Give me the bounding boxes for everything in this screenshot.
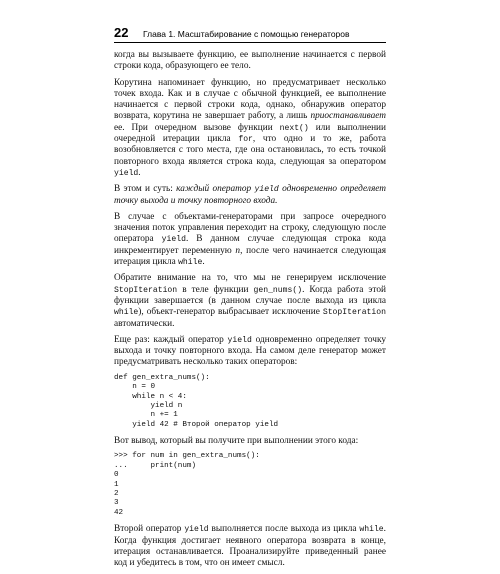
code-block-output: >>> for num in gen_extra_nums(): ... print(num) 0 1 2 3 42 [114,452,260,517]
inline-code: yield [254,185,279,195]
text: . [138,167,141,178]
inline-code: StopIteration [322,308,386,318]
paragraph-2 [114,78,386,180]
text: В этом и суть: [114,184,177,195]
text: , что одно и то же, работа возобновляется с того места, где она остановилась, то есть точкой повторного входа является строка кода, следующая за оператором [114,134,386,167]
paragraph-6 [114,335,386,369]
text: автоматически. [114,318,175,329]
text: Обратите внимание на то, что мы не генерируем исключение [114,273,386,284]
code-block-gen-extra-nums: def gen_extra_nums(): n = 0 while n < 4: yield n n += 1 yield 42 # Второй оператор yield [114,373,279,429]
text: Корутина напоминает функцию, но предусматривает несколько точек входа. Как и в случае с обычной функцией, ее выполнение начинается с первой строки кода, однако, обнаружив оператор возврата, корутина не завершает работу, а лишь [114,77,386,122]
text: . Когда функция достигает неявного оператора возврата в конце, итерация останавливается. Проанализируйте приведенный ранее код и убедитесь в том, что он имеет смысл. [114,524,386,569]
text: Еще раз: каждый оператор [114,334,228,345]
page-body [114,50,386,574]
text: в теле функции [177,284,254,295]
paragraph-3 [114,184,386,207]
inline-code: yield [114,168,139,178]
emphasis: n [235,245,241,256]
inline-code: StopIteration [114,285,178,295]
paragraph-1: когда вы вызываете функцию, ее выполнение начинается с первой строки кода, образующего ее тело. [114,50,386,72]
page-header [114,26,386,43]
inline-code: while [359,525,384,535]
paragraph-8 [114,524,386,569]
text: . В данном случае следующая строка кода инкрементирует переменную [114,234,386,256]
emphasis: одновременно определяет точку выхода и точку повторного входа. [114,184,386,206]
inline-code: while [178,258,203,268]
text: выполняется после выхода из цикла [208,524,360,535]
inline-code: for [238,135,253,145]
running-title: Глава 1. Масштабирование с помощью генераторов [143,29,350,39]
inline-code: yield [184,525,209,535]
inline-code: next() [279,123,309,133]
text: , после чего начинается следующая итерация цикла [114,245,386,268]
emphasis: каждый оператор [176,184,255,195]
text: одновременно определяет точку выхода и точку повторного входа. На самом деле генератор может предусматривать несколько таких операторов: [114,334,386,368]
paragraph-7: Вот вывод, который вы получите при выполнении этого кода: [114,436,359,447]
inline-code: yield [227,335,252,345]
emphasis: приостанавливает [310,111,386,122]
inline-code: gen_nums() [253,285,303,295]
inline-code: while [114,308,139,318]
text: ), объект-генератор выбрасывает исключение [138,307,323,318]
text: В случае с объектами-генераторами при запросе очередного значения поток управления переходит на строку, следующую после оператора [114,211,386,245]
text: Второй оператор [114,524,185,535]
inline-code: yield [161,235,186,245]
paragraph-4 [114,212,386,268]
page-number: 22 [114,25,129,40]
text: ее. При очередном вызове функции [114,122,280,133]
paragraph-5 [114,273,386,329]
text: . [202,257,205,268]
text: . Когда работа этой функции завершается (в данном случае после выхода из цикла [114,284,386,306]
text: или выполнении очередной итерации цикла [114,122,386,145]
